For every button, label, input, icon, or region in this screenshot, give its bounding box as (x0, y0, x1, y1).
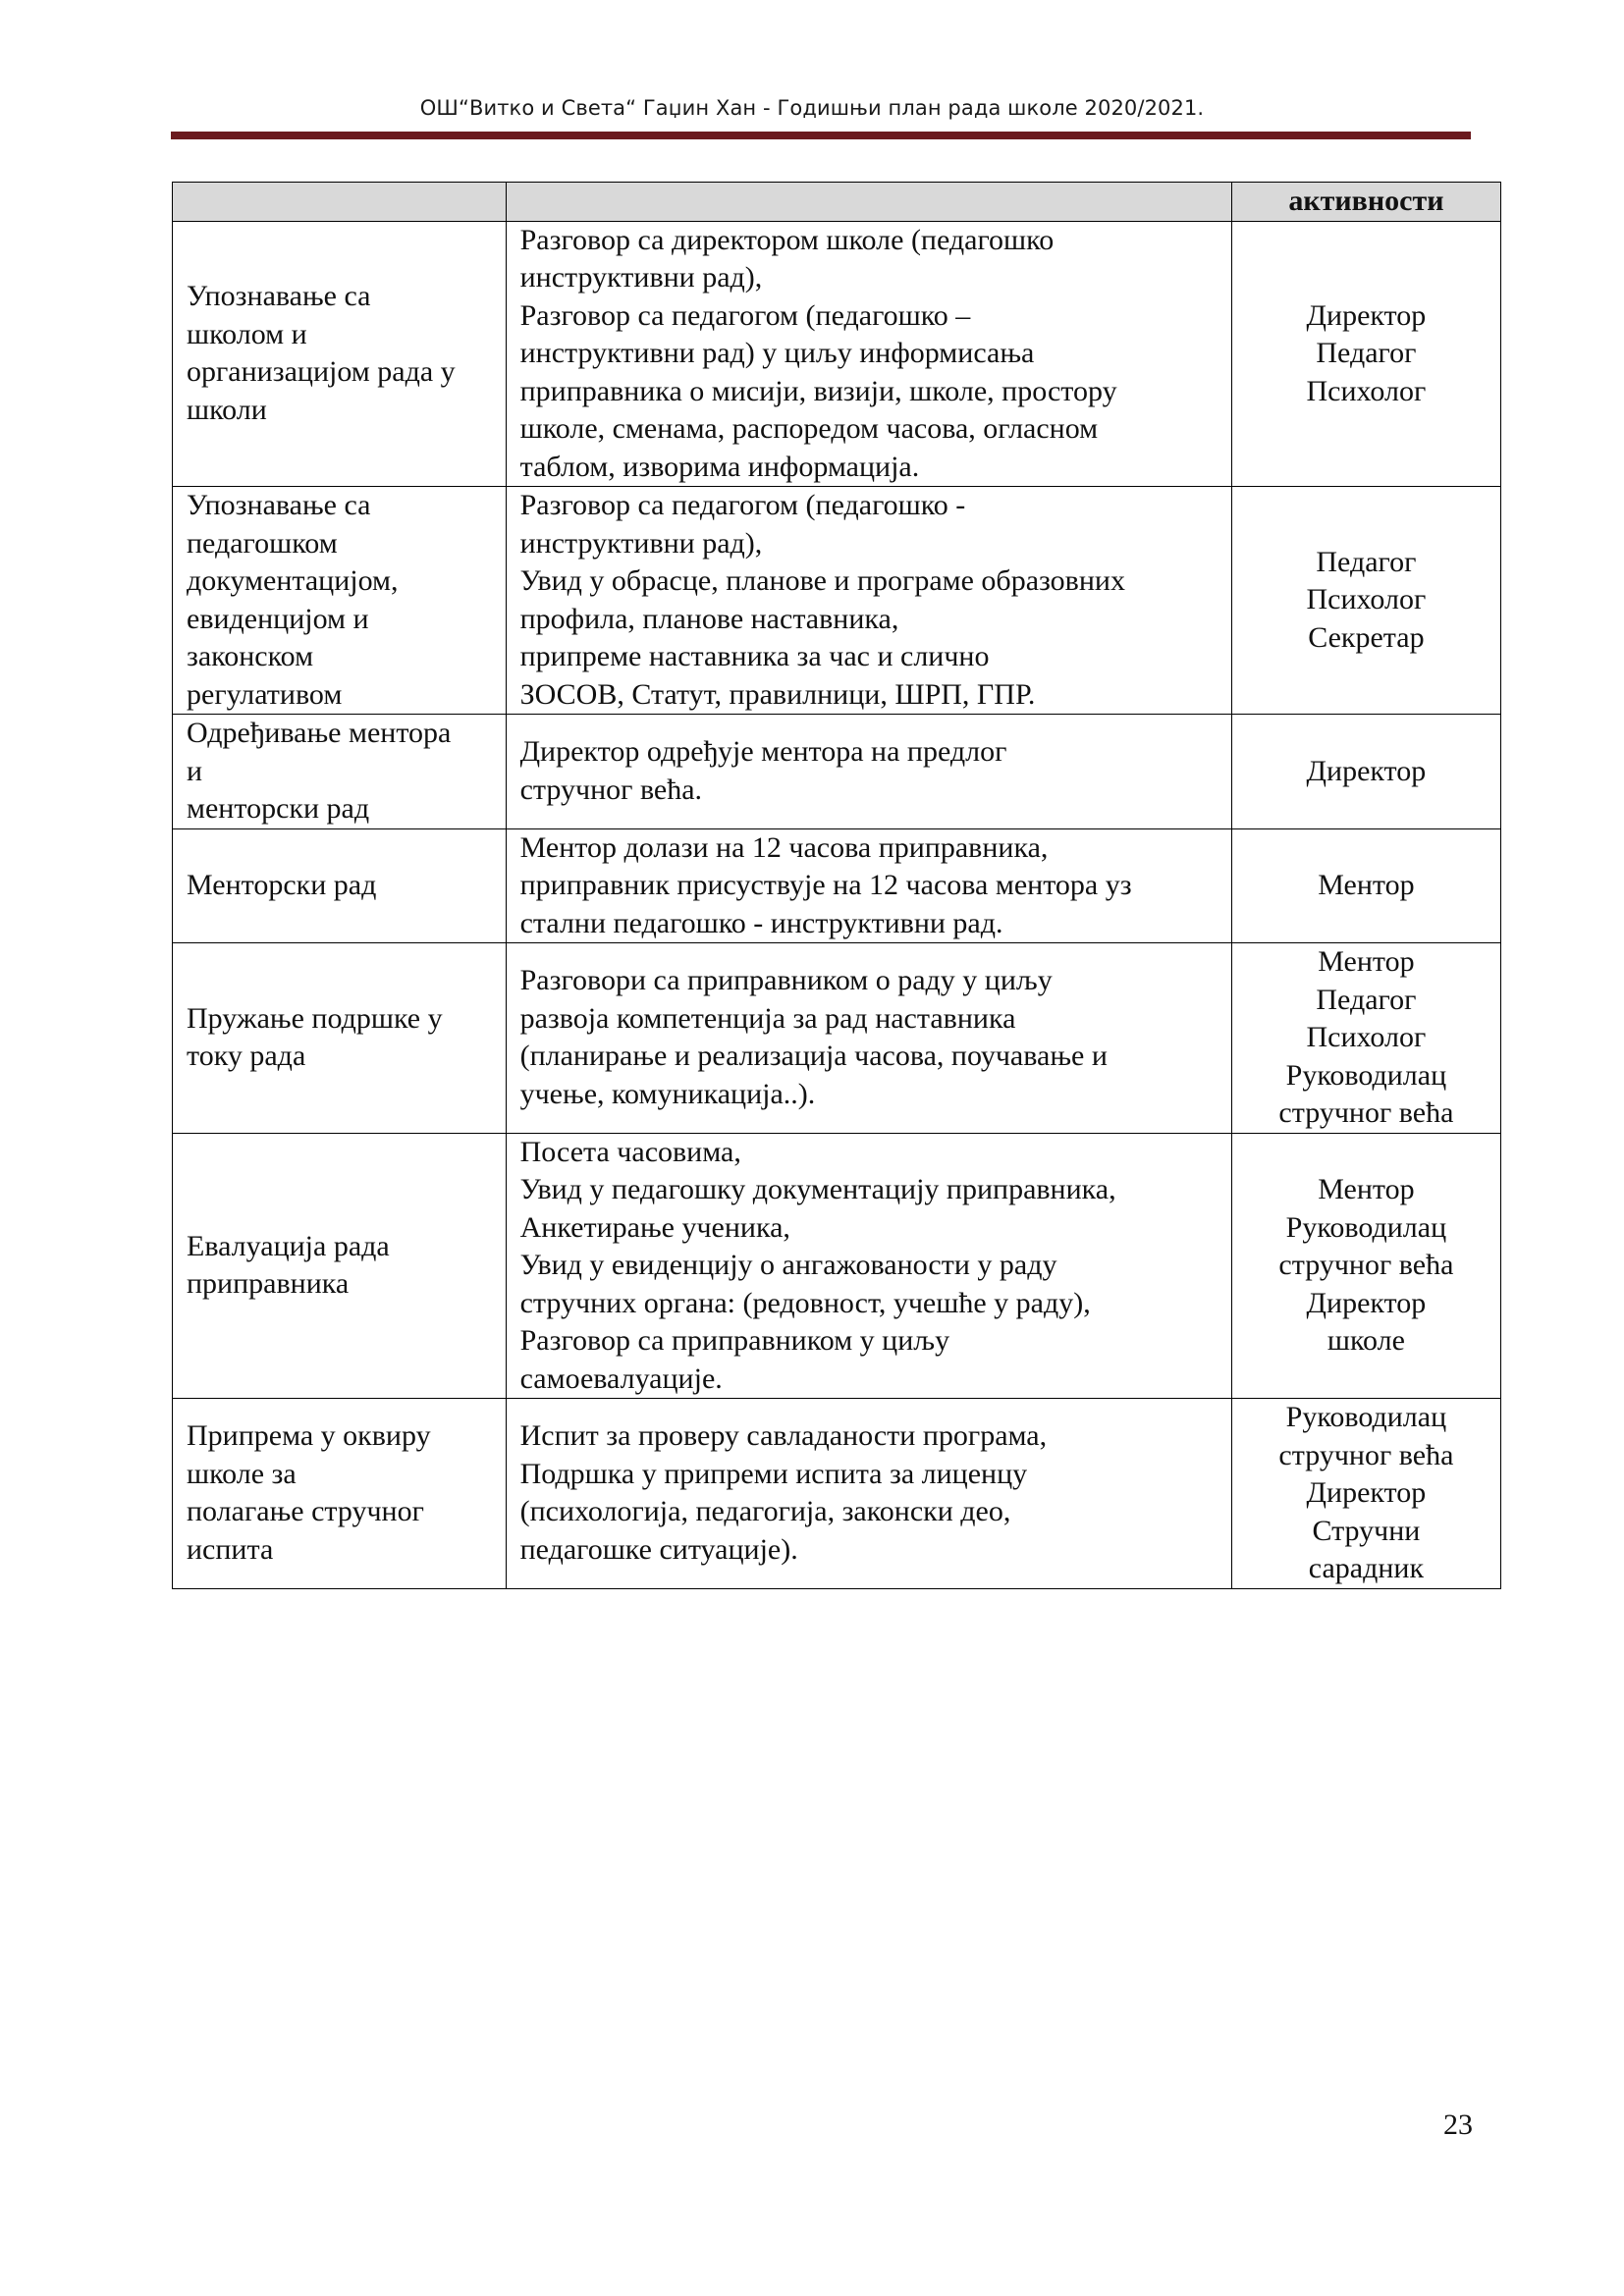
responsible-cell (1231, 828, 1500, 943)
table-row (173, 487, 1501, 715)
responsible-cell (1231, 1399, 1500, 1589)
content-cell (506, 828, 1231, 943)
cell-line: Ментор (1318, 869, 1415, 901)
cell-line: документацијом, (187, 564, 399, 597)
cell-line: Психолог (1306, 374, 1427, 407)
cell-line: Директор (1306, 754, 1427, 787)
topic-cell (173, 1133, 507, 1399)
cell-line: организацијом рада у (187, 355, 456, 389)
cell-line: учење, комуникација..). (519, 1077, 816, 1110)
topic-cell (173, 1399, 507, 1589)
cell-line: Руководилац (1285, 1058, 1447, 1092)
header-cell-2 (506, 183, 1231, 222)
cell-line: Припрема у оквиру (187, 1419, 431, 1453)
cell-line: развоја компетенција за рад наставника (519, 1001, 1016, 1035)
cell-line: Секретар (1308, 620, 1425, 654)
table-row (173, 1399, 1501, 1589)
cell-line: законском (187, 640, 314, 672)
cell-line: Директор (1306, 1476, 1427, 1509)
cell-line: Разговор са директором школе (педагошко (519, 223, 1055, 256)
topic-cell (173, 828, 507, 943)
cell-line: Подршка у припреми испита за лиценцу (519, 1457, 1028, 1490)
cell-line: школом и (187, 317, 307, 350)
cell-line: ЗОСОВ, Статут, правилници, ШРП, ГПР. (519, 677, 1036, 711)
cell-line: току рада (187, 1040, 306, 1073)
header-cell-1 (173, 183, 507, 222)
cell-line: Увид у обрасце, планове и програме образовних (519, 564, 1125, 597)
cell-line: Упознавање са (187, 489, 371, 521)
responsible-cell (1231, 221, 1500, 487)
topic-cell (173, 943, 507, 1134)
topic-cell (173, 221, 507, 487)
cell-line: Менторски рад (187, 869, 377, 901)
cell-line: инструктивни рад), (519, 261, 763, 294)
table-row (173, 715, 1501, 829)
topic-cell (173, 715, 507, 829)
cell-line: Психолог (1306, 583, 1427, 616)
cell-line: Педагог (1316, 337, 1417, 369)
cell-line: таблом, изворима информација. (519, 450, 920, 483)
content-cell (506, 1133, 1231, 1399)
cell-line: приправник присуствује на 12 часова ментора уз (519, 869, 1132, 901)
cell-line: испита (187, 1532, 274, 1566)
cell-line: стручног већа (1278, 1249, 1454, 1281)
cell-line: Директор одређује ментора на предлог (519, 735, 1007, 769)
cell-line: Руководилац (1285, 1401, 1447, 1433)
cell-line: Педагог (1316, 545, 1417, 578)
table-header-row (173, 183, 1501, 222)
cell-line: Евалуација рада (187, 1229, 390, 1262)
cell-line: Психолог (1306, 1021, 1427, 1053)
cell-line: Упознавање са (187, 280, 371, 313)
cell-line: Пружање подршке у (187, 1001, 443, 1035)
content-cell (506, 715, 1231, 829)
cell-line: педагошком (187, 526, 338, 560)
cell-line: (психологија, педагогија, законски део, (519, 1495, 1011, 1528)
cell-line: Испит за проверу савладаности програма, (519, 1419, 1048, 1453)
cell-line: стални педагошко - инструктивни рад. (519, 906, 1003, 939)
cell-line: приправника о мисији, визији, школе, простору (519, 374, 1117, 407)
content-cell (506, 1399, 1231, 1589)
cell-line: Директор (1306, 298, 1427, 332)
cell-line: школе за (187, 1457, 297, 1490)
cell-line: Увид у евиденцију о ангажованости у раду (519, 1249, 1057, 1281)
cell-line: школи (187, 393, 267, 426)
responsible-cell (1231, 715, 1500, 829)
content-cell (506, 221, 1231, 487)
page-header-title: ОШ“Витко и Света“ Гаџин Хан - Годишњи план рада школе 2020/2021. (419, 96, 1205, 120)
cell-line: Одређивање ментора (187, 717, 452, 749)
content-cell (506, 943, 1231, 1134)
responsible-cell (1231, 1133, 1500, 1399)
table-row (173, 221, 1501, 487)
header-rule (171, 132, 1471, 139)
cell-line: Ментор (1318, 1173, 1415, 1205)
responsible-cell (1231, 487, 1500, 715)
cell-line: Увид у педагошку документацију приправника, (519, 1173, 1116, 1205)
table-row (173, 943, 1501, 1134)
cell-line: евиденцијом и (187, 602, 369, 635)
cell-line: регулативом (187, 677, 343, 711)
cell-line: Анкетирање ученика, (519, 1210, 790, 1244)
cell-line: менторски рад (187, 792, 370, 825)
cell-line: инструктивни рад) у циљу информисања (519, 337, 1035, 369)
cell-line: Посета часовима, (519, 1135, 741, 1168)
cell-line: Разговори са приправником о раду у циљу (519, 964, 1053, 997)
cell-line: Стручни (1312, 1514, 1421, 1547)
cell-line: инструктивни рад), (519, 526, 763, 560)
cell-line: и (187, 754, 203, 787)
table-row (173, 1133, 1501, 1399)
cell-line: Разговор са педагогом (педагошко - (519, 489, 966, 521)
cell-line: Ментор (1318, 945, 1415, 978)
cell-line: Педагог (1316, 983, 1417, 1016)
header-cell-activities: активности (1231, 183, 1500, 222)
cell-line: школе (1326, 1324, 1405, 1357)
cell-line: Руководилац (1285, 1210, 1447, 1244)
cell-line: Разговор са педагогом (педагошко – (519, 298, 971, 332)
cell-line: стручног већа (1278, 1438, 1454, 1471)
cell-line: приправника (187, 1267, 350, 1301)
cell-line: стручног већа. (519, 773, 703, 806)
mentoring-plan-table (172, 182, 1501, 1589)
table-row (173, 828, 1501, 943)
page-number: 23 (1443, 2109, 1473, 2141)
cell-line: Разговор са приправником у циљу (519, 1324, 950, 1357)
cell-line: Ментор долази на 12 часова приправника, (519, 830, 1049, 864)
cell-line: школе, сменама, распоредом часова, огласном (519, 412, 1099, 445)
cell-line: самоевалуације. (519, 1362, 723, 1395)
cell-line: Директор (1306, 1286, 1427, 1319)
cell-line: полагање стручног (187, 1495, 424, 1528)
content-cell (506, 487, 1231, 715)
topic-cell (173, 487, 507, 715)
cell-line: сарадник (1308, 1552, 1425, 1584)
cell-line: стручног већа (1278, 1096, 1454, 1129)
cell-line: (планирање и реализација часова, поучавање и (519, 1040, 1108, 1073)
cell-line: припреме наставника за час и слично (519, 640, 990, 672)
cell-line: педагошке ситуације). (519, 1532, 798, 1566)
responsible-cell (1231, 943, 1500, 1134)
cell-line: профила, планове наставника, (519, 602, 899, 635)
cell-line: стручних органа: (редовност, учешће у раду), (519, 1286, 1091, 1319)
